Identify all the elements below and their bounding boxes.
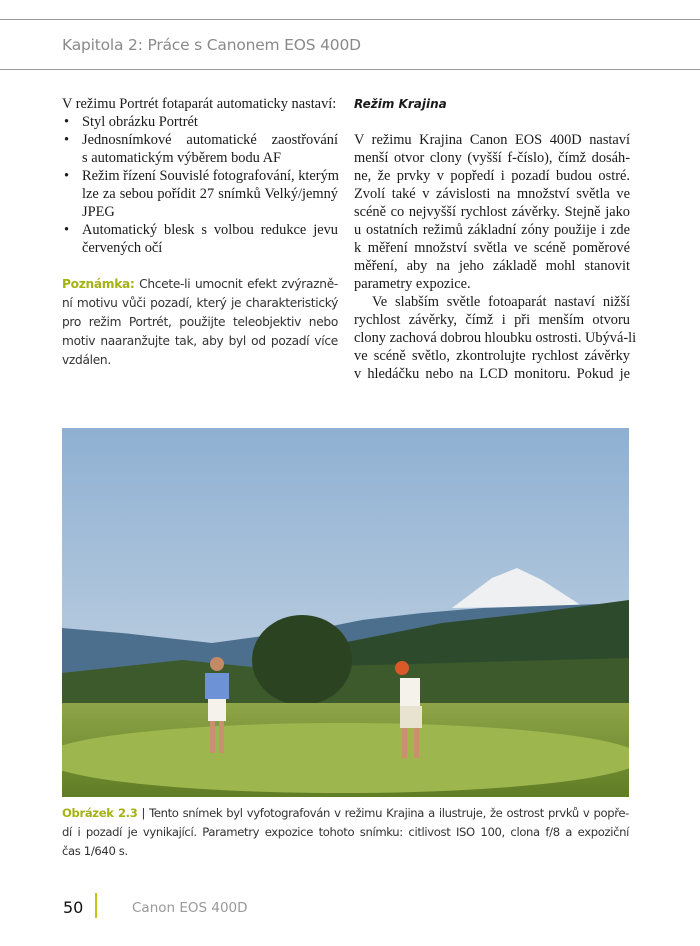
paragraph-line: rychlost závěrky, čímž i při menším otvoru [354,312,630,328]
caption-line [62,823,629,842]
paragraph-1 [354,131,630,293]
intro-text: V režimu Portrét fotaparát automaticky nastaví: [62,96,337,112]
caption-line [62,804,629,823]
paragraph-line: clony zachová dobrou hloubku ostrosti. Ubývá-li [354,330,637,346]
bullet-line: s automatickým výběrem bodu AF [82,150,282,166]
book-title: Canon EOS 400D [132,900,248,916]
paragraph-line: Ve slabším světle fotoaparát nastaví nižší [372,294,630,310]
paragraph-line: ne, že prvky v popředí i pozadí budou ostré. [354,168,630,184]
left-column [62,95,338,370]
figure-label: Obrázek 2.3 [62,806,138,820]
note-line [62,351,338,370]
note-line [62,275,338,294]
right-column [354,95,637,383]
paragraph-line: parametry expozice. [354,276,471,292]
bullet-line: JPEG [82,204,115,220]
section-heading: Režim Krajina [354,97,447,111]
note-line [62,294,338,313]
bullet-item [62,113,338,131]
note [62,275,338,370]
bullet-item [62,167,338,221]
paragraph-line: Zvolí také v závislosti na množství světla ve [354,186,630,202]
page-number: 50 [63,898,84,917]
bullet-line: červených očí [82,240,163,256]
bullet-list [62,113,338,257]
paragraph-line: v hledáčku nebo na LCD monitoru. Pokud je [354,366,630,382]
caption-text: dí i pozadí je vynikající. Parametry expozice tohoto snímku: citlivost ISO 100, clona f/8 a expoziční [62,825,629,839]
paragraph-line: u ostatních režimů základní zóny použije i zde [354,222,630,238]
note-text: vzdálen. [62,353,111,367]
paragraph-line: k měření množství světla ve scéně poměrové [354,240,630,256]
paragraph-line: scéně co nejvyšší rychlost závěrky. Stejně jako [354,204,630,220]
note-label: Poznámka: [62,277,135,291]
bullet-line: lze za sebou pořídit 27 snímků Velký/jemný [82,186,338,202]
caption-text: čas 1/640 s. [62,844,128,858]
note-text: ní motivu vůči pozadí, který je charakteristický [62,296,338,310]
paragraph-line: menší otvor clony (vyšší f-číslo), čímž dosáh- [354,150,630,166]
bullet-line: • Jednosnímkové automatické zaostřování [82,132,338,148]
paragraph-2 [354,293,637,383]
bullet-item [62,131,338,167]
chapter-title: Kapitola 2: Práce s Canonem EOS 400D [62,36,361,54]
golf-landscape-photo [62,428,629,797]
header-rule-bottom [0,69,700,70]
note-text: pro režim Portrét, použijte teleobjektiv nebo [62,315,338,329]
bullet-line: • Automatický blesk s volbou redukce jevu [82,222,338,238]
bullet-line: • Režim řízení Souvislé fotografování, kterým [82,168,339,184]
note-text: Chcete-li umocnit efekt zvýrazně- [134,277,338,291]
paragraph-line: měření, aby na jeho základě mohl stanovit [354,258,630,274]
paragraph-line: V režimu Krajina Canon EOS 400D nastaví [354,132,630,148]
note-line [62,313,338,332]
figure-caption [62,804,629,861]
paragraph-line: ve scéně světlo, zkontrolujte rychlost závěrky [354,348,630,364]
caption-line [62,842,629,861]
note-line [62,332,338,351]
footer-separator [95,893,97,918]
bullet-line: • Styl obrázku Portrét [82,114,198,130]
caption-text: | Tento snímek byl vyfotografován v režimu Krajina a ilustruje, že ostrost prvků v popře- [137,806,630,820]
header-rule-top [0,19,700,20]
bullet-item [62,221,338,257]
note-text: motiv naaranžujte tak, aby byl od pozadí více [62,334,338,348]
